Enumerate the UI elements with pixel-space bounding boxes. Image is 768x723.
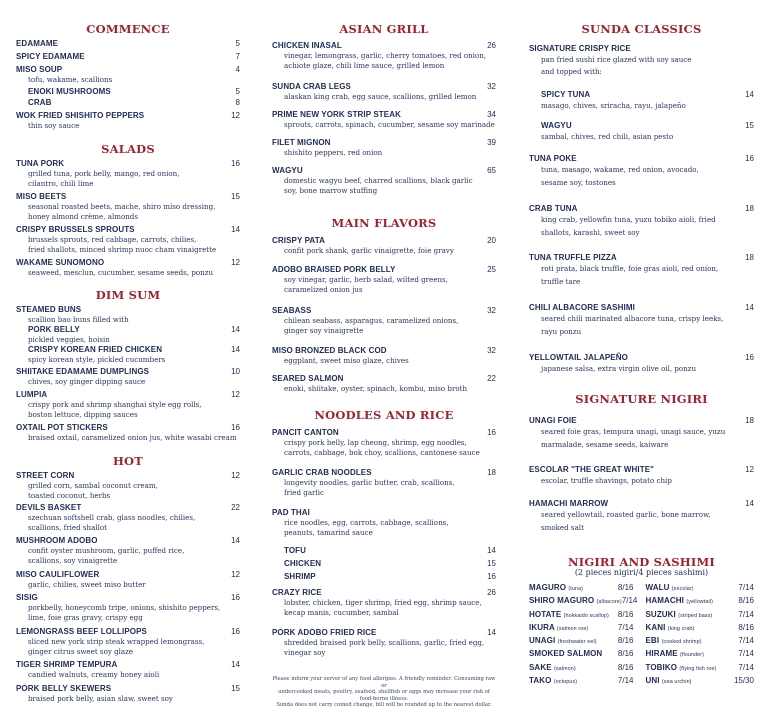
nigiri-price: 8/16 [617,662,634,672]
nigiri-name: UNAGI [529,636,556,646]
menu-item-pad-thai: PAD THAI rice noodles, egg, carrots, cabbage, scallions, peanuts, tamarind sauce [272,508,449,537]
menu-item-tiger-shrimp: TIGER SHRIMP TEMPURA 14 candied walnuts, creamy honey aioli [16,660,240,679]
nigiri-price: 8/16 [738,622,754,632]
menu-item-miso-beets: MISO BEETS 15 seasonal roasted beets, mache, shiro miso dressing, honey almond crème, almonds [16,192,240,221]
nigiri-note: (escolar) [671,586,694,592]
nigiri-note: (king crab) [667,625,695,632]
menu-item-oxtail: OXTAIL POT STICKERS 16 braised oxtail, caramelized onion jus, white wasabi cream [16,423,240,442]
menu-item-wagyu-grill: WAGYU 65 domestic wagyu beef, charred scallions, black garlic soy, bone marrow stuffing [272,166,496,195]
nigiri-table [529,582,754,688]
nigiri-name: KANI [645,622,666,632]
nigiri-price: 8/16 [738,596,754,606]
section-title-nigiri-sashimi: NIGIRI AND SASHIMI [568,555,715,569]
nigiri-item-right [642,595,755,608]
menu-item-truffle-pizza: TUNA TRUFFLE PIZZA 18 roti prata, black truffle, foie gras aioli, red onion, truffle tare [529,253,754,286]
nigiri-name: TOBIKO [645,662,678,672]
section-title-hot: HOT [112,454,144,468]
nigiri-price: 7/14 [617,676,634,686]
menu-item-crazy-rice: CRAZY RICE 26 lobster, chicken, tiger shrimp, fried egg, shrimp sauce, kecap manis, cucumber, sambal [272,588,496,617]
menu-item-seared-salmon: SEARED SALMON 22 enoki, shiitake, oyster, spinach, kombu, miso broth [272,374,496,393]
menu-item-edamame: EDAMAME 5 [16,39,240,48]
nigiri-row [529,595,754,608]
menu-item-spicy-tuna: SPICY TUNA 14 masago, chives, sriracha, rayu, jalapeño [541,90,754,110]
nigiri-note: (cooked shrimp) [661,639,702,646]
menu-item-shiitake: SHIITAKE EDAMAME DUMPLINGS 10 chives, soy ginger dipping sauce [16,367,240,386]
menu-item-spicy-edamame: SPICY EDAMAME 7 [16,52,240,61]
menu-item-brussels: CRISPY BRUSSELS SPROUTS 14 brussels sprouts, red cabbage, carrots, chilies, fried shallots, minced shrimp nuoc cham vinaigrette [16,225,240,254]
menu-item-wagyu-rice: WAGYU 15 sambal, chives, red chili, asian pesto [541,121,754,141]
section-title-salads: SALADS [101,142,155,156]
menu-item-yellowtail-jalapeno: YELLOWTAIL JALAPEÑO 16 japanese salsa, extra virgin olive oil, ponzu [529,353,754,373]
nigiri-row [529,675,754,688]
nigiri-row [529,635,754,648]
nigiri-name: IKURA [529,622,555,632]
menu-item-crab-legs: SUNDA CRAB LEGS 32 alaskan king crab, egg sauce, scallions, grilled lemon [272,82,496,101]
nigiri-name: SMOKED SALMON [529,649,603,659]
menu-item-pad-thai-chicken: CHICKEN 15 [284,559,496,568]
menu-item-tuna-pork: TUNA PORK 16 grilled tuna, pork belly, mango, red onion, cilantro, chili lime [16,159,240,188]
menu-item-chili-albacore: CHILI ALBACORE SASHIMI 14 seared chili marinated albacore tuna, crispy leeks, rayu ponzu [529,303,754,336]
menu-item-lumpia: LUMPIA 12 crispy pork and shrimp shanghai style egg rolls, boston lettuce, dipping sauces [16,390,240,419]
nigiri-item-left [529,622,642,635]
nigiri-note: (yellowtail) [686,599,713,606]
menu-item-pad-thai-shrimp: SHRIMP 16 [284,572,496,581]
nigiri-name: SHIRO MAGURO [529,596,595,606]
nigiri-name: TAKO [529,676,552,686]
menu-item-wakame: WAKAME SUNOMONO 12 seaweed, mesclun, cucumber, sesame seeds, ponzu [16,258,240,277]
menu-item-pork-skewers: PORK BELLY SKEWERS 15 braised pork belly, asian slaw, sweet soy [16,684,240,703]
nigiri-name: HOTATE [529,609,562,619]
menu-item-miso-cauliflower: MISO CAULIFLOWER 12 garlic, chilies, sweet miso butter [16,570,240,589]
nigiri-row [529,648,754,661]
menu-item-hamachi-marrow: HAMACHI MARROW 14 seared yellowtail, roasted garlic, bone marrow, smoked salt [529,499,754,532]
nigiri-price: 7/14 [738,583,754,592]
nigiri-item-right [642,648,755,661]
nigiri-item-left [529,662,642,675]
menu-item-black-cod: MISO BRONZED BLACK COD 32 eggplant, sweet miso glaze, chives [272,346,496,365]
nigiri-price: 7/14 [621,596,638,606]
nigiri-row [529,662,754,675]
nigiri-price: 8/16 [617,583,634,592]
nigiri-name: HAMACHI [645,596,684,606]
menu-item-crab-tuna: CRAB TUNA 18 king crab, yellowfin tuna, yuzu tobiko aioli, fried shallots, karashi, sweet soy [529,204,754,237]
nigiri-sashimi-subtitle: (2 pieces nigiri/4 pieces sashimi) [574,568,709,577]
nigiri-note: (salmon) [553,665,576,672]
menu-item-devils-basket: DEVILS BASKET 22 szechuan softshell crab, glass noodles, chilies, scallions, fried shallot [16,503,240,532]
menu-item-sisig: SISIG 16 porkbelly, honeycomb tripe, onions, shishito peppers, lime, foie gras gravy, crispy egg [16,593,240,622]
menu-item-enoki: ENOKI MUSHROOMS 5 [28,87,240,96]
menu-item-pork-belly-bun: PORK BELLY 14 pickled veggies, hoisin [28,325,240,344]
nigiri-name: UNI [645,676,660,686]
nigiri-item-right [642,675,755,688]
menu-item-korean-chicken: CRISPY KOREAN FRIED CHICKEN 14 spicy korean style, pickled cucumbers [28,345,240,364]
nigiri-name: EBI [645,636,660,646]
menu-item-adobo-fried-rice: PORK ADOBO FRIED RICE 14 shredded braised pork belly, scallions, garlic, fried egg, vinegar soy [272,628,496,657]
nigiri-name: SUZUKI [645,609,676,619]
menu-item-garlic-crab-noodles: GARLIC CRAB NOODLES 18 longevity noodles, garlic butter, crab, scallions, fried garlic [272,468,496,497]
menu-item-adobo-pork: ADOBO BRAISED PORK BELLY 25 soy vinegar, garlic, herb salad, wilted greens, caramelized onion jus [272,265,496,294]
menu-item-crispy-rice: SIGNATURE CRISPY RICE pan fried sushi rice glazed with soy sauce and topped with: [529,44,692,76]
nigiri-price: 8/16 [617,636,634,646]
allergy-notice: Please inform your server of any food allergies. A friendly reminder: Consuming raw or undercooked meats, poultry, seafood, shellfish or eggs may increase your risk of food-borne illness. Sunda does not carry coined change, bill will be rounded up to the nearest dollar. [272,676,496,709]
section-title-sunda-classics: SUNDA CLASSICS [581,22,702,36]
nigiri-name: HIRAME [645,649,678,659]
menu-item-ny-strip: PRIME NEW YORK STRIP STEAK 34 sprouts, carrots, spinach, cucumber, sesame soy marinade [272,110,496,129]
nigiri-row [529,582,754,595]
menu-item-pancit-canton: PANCIT CANTON 16 crispy pork belly, lap cheong, shrimp, egg noodles, carrots, cabbage, bok choy, scallions, cantonese sauce [272,428,496,457]
nigiri-price: 7/14 [738,609,754,619]
menu-item-escolar: ESCOLAR "THE GREAT WHITE" 12 escolar, truffle shavings, potato chip [529,465,754,485]
menu-item-chicken-inasal: CHICKEN INASAL 26 vinegar, lemongrass, garlic, cherry tomatoes, red onion, achiote glaze, chili lime sauce, grilled lemon [272,41,496,70]
section-title-signature-nigiri: SIGNATURE NIGIRI [575,392,708,406]
nigiri-note: (hokkaido scallop) [563,612,609,619]
nigiri-note: (striped bass) [678,612,713,619]
menu-item-crab: CRAB 8 [28,98,240,107]
menu-item-unagi-foie: UNAGI FOIE 18 seared foie gras, tempura unagi, unagi sauce, yuzu marmalade, sesame seeds, kaiware [529,416,754,449]
nigiri-name: SAKE [529,662,552,672]
menu-item-filet-mignon: FILET MIGNON 39 shishito peppers, red onion [272,138,496,157]
nigiri-price: 8/16 [617,609,634,619]
nigiri-item-left [529,595,642,608]
nigiri-item-right [642,635,755,648]
nigiri-note: (octopus) [553,679,578,686]
nigiri-item-left [529,635,642,648]
menu-item-seabass: SEABASS 32 chilean seabass, asparagus, caramelized onions, ginger soy vinaigrette [272,306,496,335]
menu-item-wok-fried: WOK FRIED SHISHITO PEPPERS 12 thin soy sauce [16,111,240,130]
nigiri-note: (flying fish roe) [679,665,717,672]
nigiri-item-right [642,622,755,635]
nigiri-note: (flounder) [679,652,705,659]
nigiri-item-left [529,582,642,595]
nigiri-name: WALU [645,583,670,592]
nigiri-note: (albacore) [596,599,622,606]
nigiri-note: (salmon roe) [556,625,589,632]
nigiri-price: 7/14 [617,622,634,632]
nigiri-item-left [529,648,642,661]
menu-item-mushroom-adobo: MUSHROOM ADOBO 14 confit oyster mushroom, garlic, puffed rice, scallions, soy vinaigrette [16,536,240,565]
menu-item-lemongrass-beef: LEMONGRASS BEEF LOLLIPOPS 16 sliced new york strip steak wrapped lemongrass, ginger citrus sweet soy glaze [16,627,240,656]
menu-item-crispy-pata: CRISPY PATA 20 confit pork shank, garlic vinaigrette, foie gravy [272,236,496,255]
nigiri-price: 8/16 [617,649,634,659]
nigiri-row [529,609,754,622]
nigiri-price: 7/14 [738,636,754,646]
nigiri-item-left [529,675,642,688]
nigiri-item-right [642,609,755,622]
section-title-asian-grill: ASIAN GRILL [339,22,429,36]
section-title-commence: COMMENCE [86,22,170,36]
menu-item-tuna-poke: TUNA POKE 16 tuna, masago, wakame, red onion, avocado, sesame soy, tostones [529,154,754,187]
nigiri-item-left [529,609,642,622]
nigiri-note: (freshwater eel) [557,639,597,646]
menu-item-pad-thai-tofu: TOFU 14 [284,546,496,555]
nigiri-name: MAGURO [529,583,567,592]
nigiri-item-right [642,582,755,595]
menu-item-steamed-buns: STEAMED BUNS scallion bao buns filled with [16,305,129,324]
section-title-main-flavors: MAIN FLAVORS [331,216,437,230]
section-title-dim-sum: DIM SUM [95,288,161,302]
nigiri-price: 7/14 [738,662,754,672]
nigiri-row [529,622,754,635]
section-title-noodles: NOODLES AND RICE [314,408,454,422]
menu-item-miso-soup: MISO SOUP 4 tofu, wakame, scallions [16,65,240,84]
nigiri-note: (tuna) [568,586,584,592]
nigiri-item-right [642,662,755,675]
nigiri-price: 15/30 [733,676,754,686]
nigiri-note: (sea urchin) [661,679,692,686]
menu-item-street-corn: STREET CORN 12 grilled corn, sambal coconut cream, toasted coconut, herbs [16,471,240,500]
nigiri-price: 7/14 [738,649,754,659]
